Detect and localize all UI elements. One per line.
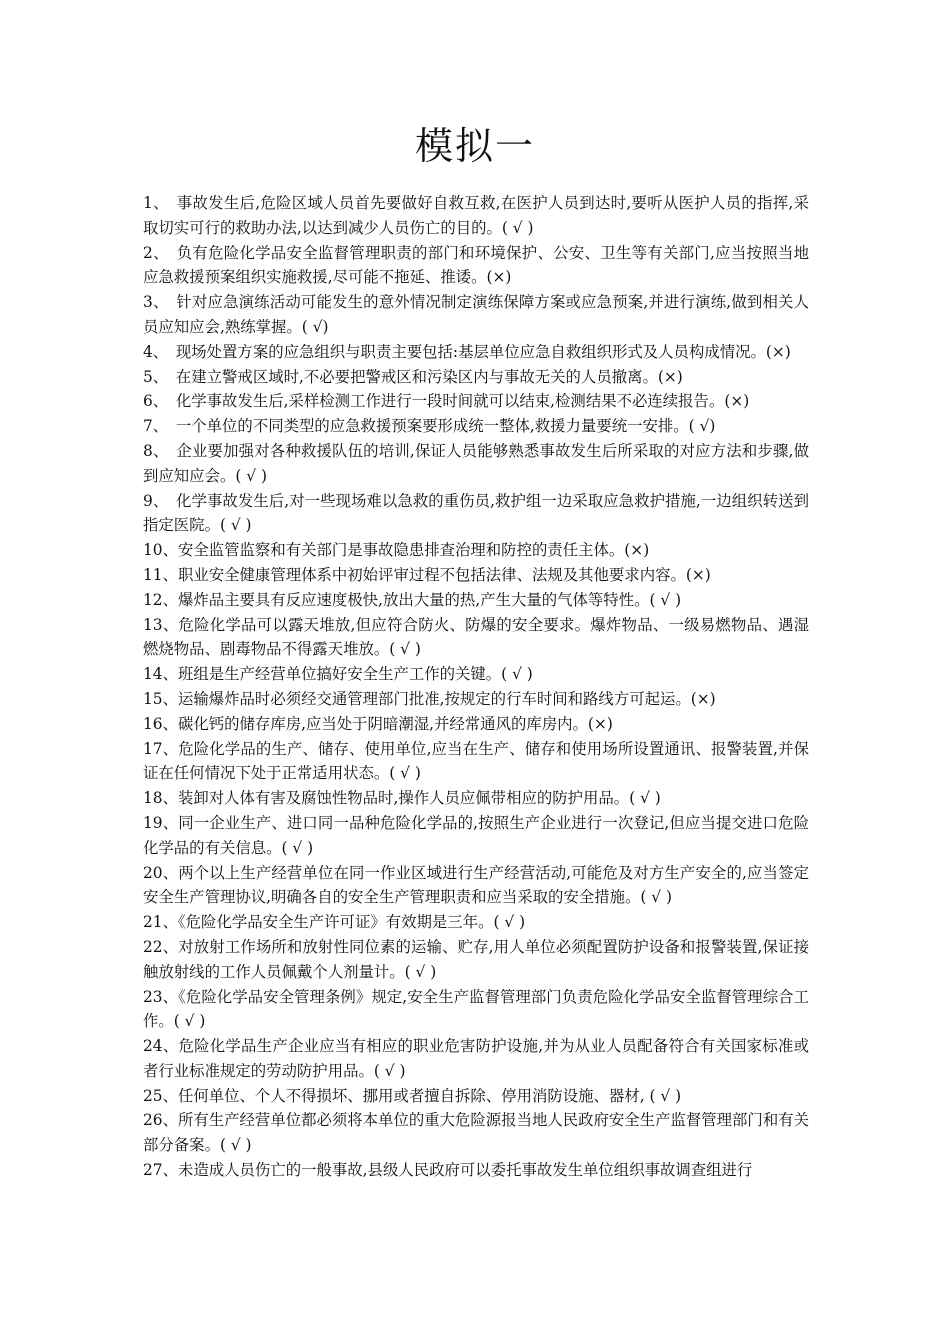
question-item: 26、所有生产经营单位都必须将本单位的重大危险源报当地人民政府安全生产监督管理部门和有关部分备案。( √ ) [143, 1111, 809, 1155]
question-item: 11、职业安全健康管理体系中初始评审过程不包括法律、法规及其他要求内容。(×) [143, 565, 711, 584]
question-item: 23、《危险化学品安全管理条例》规定,安全生产监督管理部门负责危险化学品安全监督管理综合工作。( √ ) [143, 987, 809, 1031]
question-item: 9、 化学事故发生后,对一些现场难以急救的重伤员,救护组一边采取应急救护措施,一边组织转送到指定医院。( √ ) [143, 491, 809, 535]
question-item: 3、 针对应急演练活动可能发生的意外情况制定演练保障方案或应急预案,并进行演练,做到相关人员应知应会,熟练掌握。( √) [143, 293, 809, 336]
question-list [143, 191, 809, 1183]
question-item: 6、 化学事故发生后,采样检测工作进行一段时间就可以结束,检测结果不必连续报告。(×) [143, 392, 750, 411]
question-item: 17、危险化学品的生产、储存、使用单位,应当在生产、储存和使用场所设置通讯、报警装置,并保证在任何情况下处于正常适用状态。( √ ) [143, 739, 809, 783]
question-item: 13、危险化学品可以露天堆放,但应符合防火、防爆的安全要求。爆炸物品、一级易燃物品、遇湿燃烧物品、剧毒物品不得露天堆放。( √ ) [143, 615, 809, 659]
question-item: 20、两个以上生产经营单位在同一作业区域进行生产经营活动,可能危及对方生产安全的,应当签定安全生产管理协议,明确各自的安全生产管理职责和应当采取的安全措施。( √ ) [143, 863, 809, 907]
question-item: 25、任何单位、个人不得损坏、挪用或者擅自拆除、停用消防设施、器材, ( √ ) [143, 1086, 682, 1105]
question-item: 4、 现场处置方案的应急组织与职责主要包括:基层单位应急自救组织形式及人员构成情况。(×) [143, 342, 791, 361]
question-item: 18、装卸对人体有害及腐蚀性物品时,操作人员应佩带相应的防护用品。( √ ) [143, 789, 661, 808]
question-item: 21、《危险化学品安全生产许可证》有效期是三年。( √ ) [143, 913, 526, 932]
question-item: 1、 事故发生后,危险区域人员首先要做好自救互救,在医护人员到达时,要听从医护人员的指挥,采取切实可行的救助办法,以达到减少人员伤亡的目的。( √ ) [143, 194, 809, 237]
page-title: 模拟一 [414, 124, 535, 168]
question-item: 16、碳化钙的储存库房,应当处于阴暗潮湿,并经常通风的库房内。(×) [143, 714, 613, 733]
question-item: 8、 企业要加强对各种救援队伍的培训,保证人员能够熟悉事故发生后所采取的对应方法和步骤,做到应知应会。( √ ) [143, 441, 809, 485]
question-item: 2、 负有危险化学品安全监督管理职责的部门和环境保护、公安、卫生等有关部门,应当按照当地应急救援预案组织实施救援,尽可能不拖延、推诿。(×) [143, 243, 809, 287]
question-item: 5、 在建立警戒区域时,不必要把警戒区和污染区内与事故无关的人员撤离。(×) [143, 367, 683, 386]
question-item: 10、安全监管监察和有关部门是事故隐患排查治理和防控的责任主体。(×) [143, 541, 650, 560]
question-item: 15、运输爆炸品时必须经交通管理部门批准,按规定的行车时间和路线方可起运。(×) [143, 689, 716, 708]
question-item: 7、 一个单位的不同类型的应急救援预案要形成统一整体,救援力量要统一安排。( √) [143, 417, 716, 436]
question-item: 14、班组是生产经营单位搞好安全生产工作的关键。( √ ) [143, 665, 533, 684]
question-item: 24、危险化学品生产企业应当有相应的职业危害防护设施,并为从业人员配备符合有关国家标准或者行业标准规定的劳动防护用品。( √ ) [143, 1037, 809, 1080]
question-item: 27、未造成人员伤亡的一般事故,县级人民政府可以委托事故发生单位组织事故调查组进行 [143, 1161, 753, 1180]
question-item: 19、同一企业生产、进口同一品种危险化学品的,按照生产企业进行一次登记,但应当提交进口危险化学品的有关信息。( √ ) [143, 813, 809, 857]
question-item: 12、爆炸品主要具有反应速度极快,放出大量的热,产生大量的气体等特性。( √ ) [143, 590, 682, 609]
question-item: 22、对放射工作场所和放射性同位素的运输、贮存,用人单位必须配置防护设备和报警装置,保证接触放射线的工作人员佩戴个人剂量计。( √ ) [143, 937, 809, 981]
